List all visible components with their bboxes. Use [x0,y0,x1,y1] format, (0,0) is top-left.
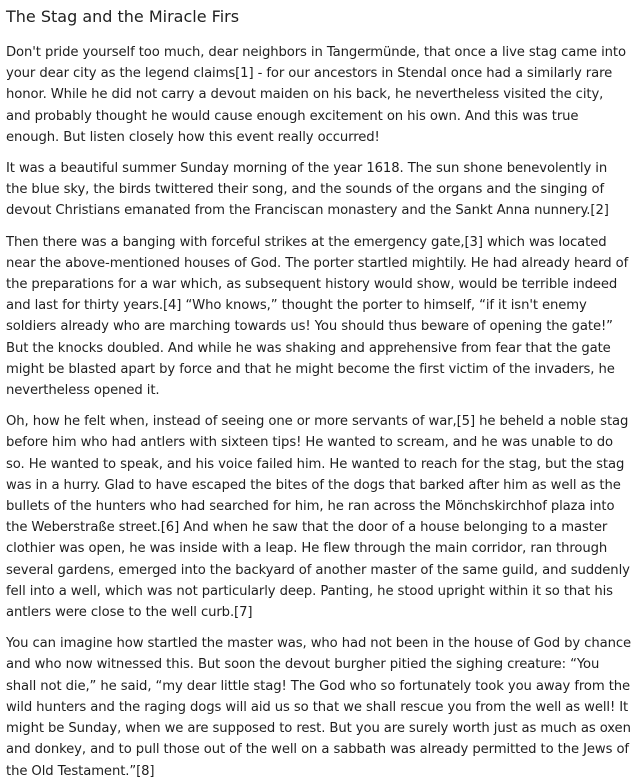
paragraph-1: Don't pride yourself too much, dear neighbors in Tangermünde, that once a live stag came into your dear city as the legend claims[1] - for our ancestors in Stendal once had a similarly rare honor. While he did not carry a devout maiden on his back, he nevertheless visited the city, and probably thought he would cause enough excitement on his own. And this was true enough. But listen closely how this event really occurred! [6,45,626,145]
paragraph-4: Oh, how he felt when, instead of seeing one or more servants of war,[5] he beheld a noble stag before him who had antlers with sixteen tips! He wanted to scream, and he was unable to do so. He wanted to speak, and his voice failed him. He wanted to reach for the stag, but the stag was in a hurry. Glad to have escaped the bites of the dogs that barked after him as well as the bullets of the hunters who had searched for him, he ran across the Mönchskirchhof plaza into the Weberstraße street.[6] And when he saw that the door of a house belonging to a master clothier was open, he was inside with a leap. He flew through the main corridor, ran through several gardens, emerged into the backyard of another master of the same guild, and suddenly fell into a well, which was not particularly deep. Panting, he stood upright within it so that his antlers were close to the well curb.[7] [6,414,630,621]
paragraph-5: You can imagine how startled the master was, who had not been in the house of God by chance and who now witnessed this. But soon the devout burgher pitied the sighing creature: “You shall not die,” he said, “my dear little stag! The God who so fortunately took you away from the wild hunters and the raging dogs will aid us so that we shall rescue you from the well as well! It might be Sunday, when we are supposed to rest. But you are surely worth just as much as oxen and donkey, and to pull those out of the well on a sabbath was already permitted to the Jews of the Old Testament.”[8] [6,636,631,779]
paragraph-2: It was a beautiful summer Sunday morning of the year 1618. The sun shone benevolently in the blue sky, the birds twittered their song, and the sounds of the organs and the singing of devout Christians emanated from the Franciscan monastery and the Sankt Anna nunnery.[2] [6,161,609,219]
paragraph-3: Then there was a banging with forceful strikes at the emergency gate,[3] which was located near the above-mentioned houses of God. The porter startled mightily. He had already heard of the preparations for a war which, as subsequent history would show, would be terrible indeed and last for thirty years.[4] “Who knows,” thought the porter to himself, “if it isn't enemy soldiers already who are marching towards us! You should thus beware of opening the gate!” But the knocks doubled. And while he was shaking and apprehensive from fear that the gate might be blasted apart by force and that he might become the first victim of the invaders, he nevertheless opened it. [6,234,629,399]
page-title: The Stag and the Miracle Firs [6,7,240,26]
